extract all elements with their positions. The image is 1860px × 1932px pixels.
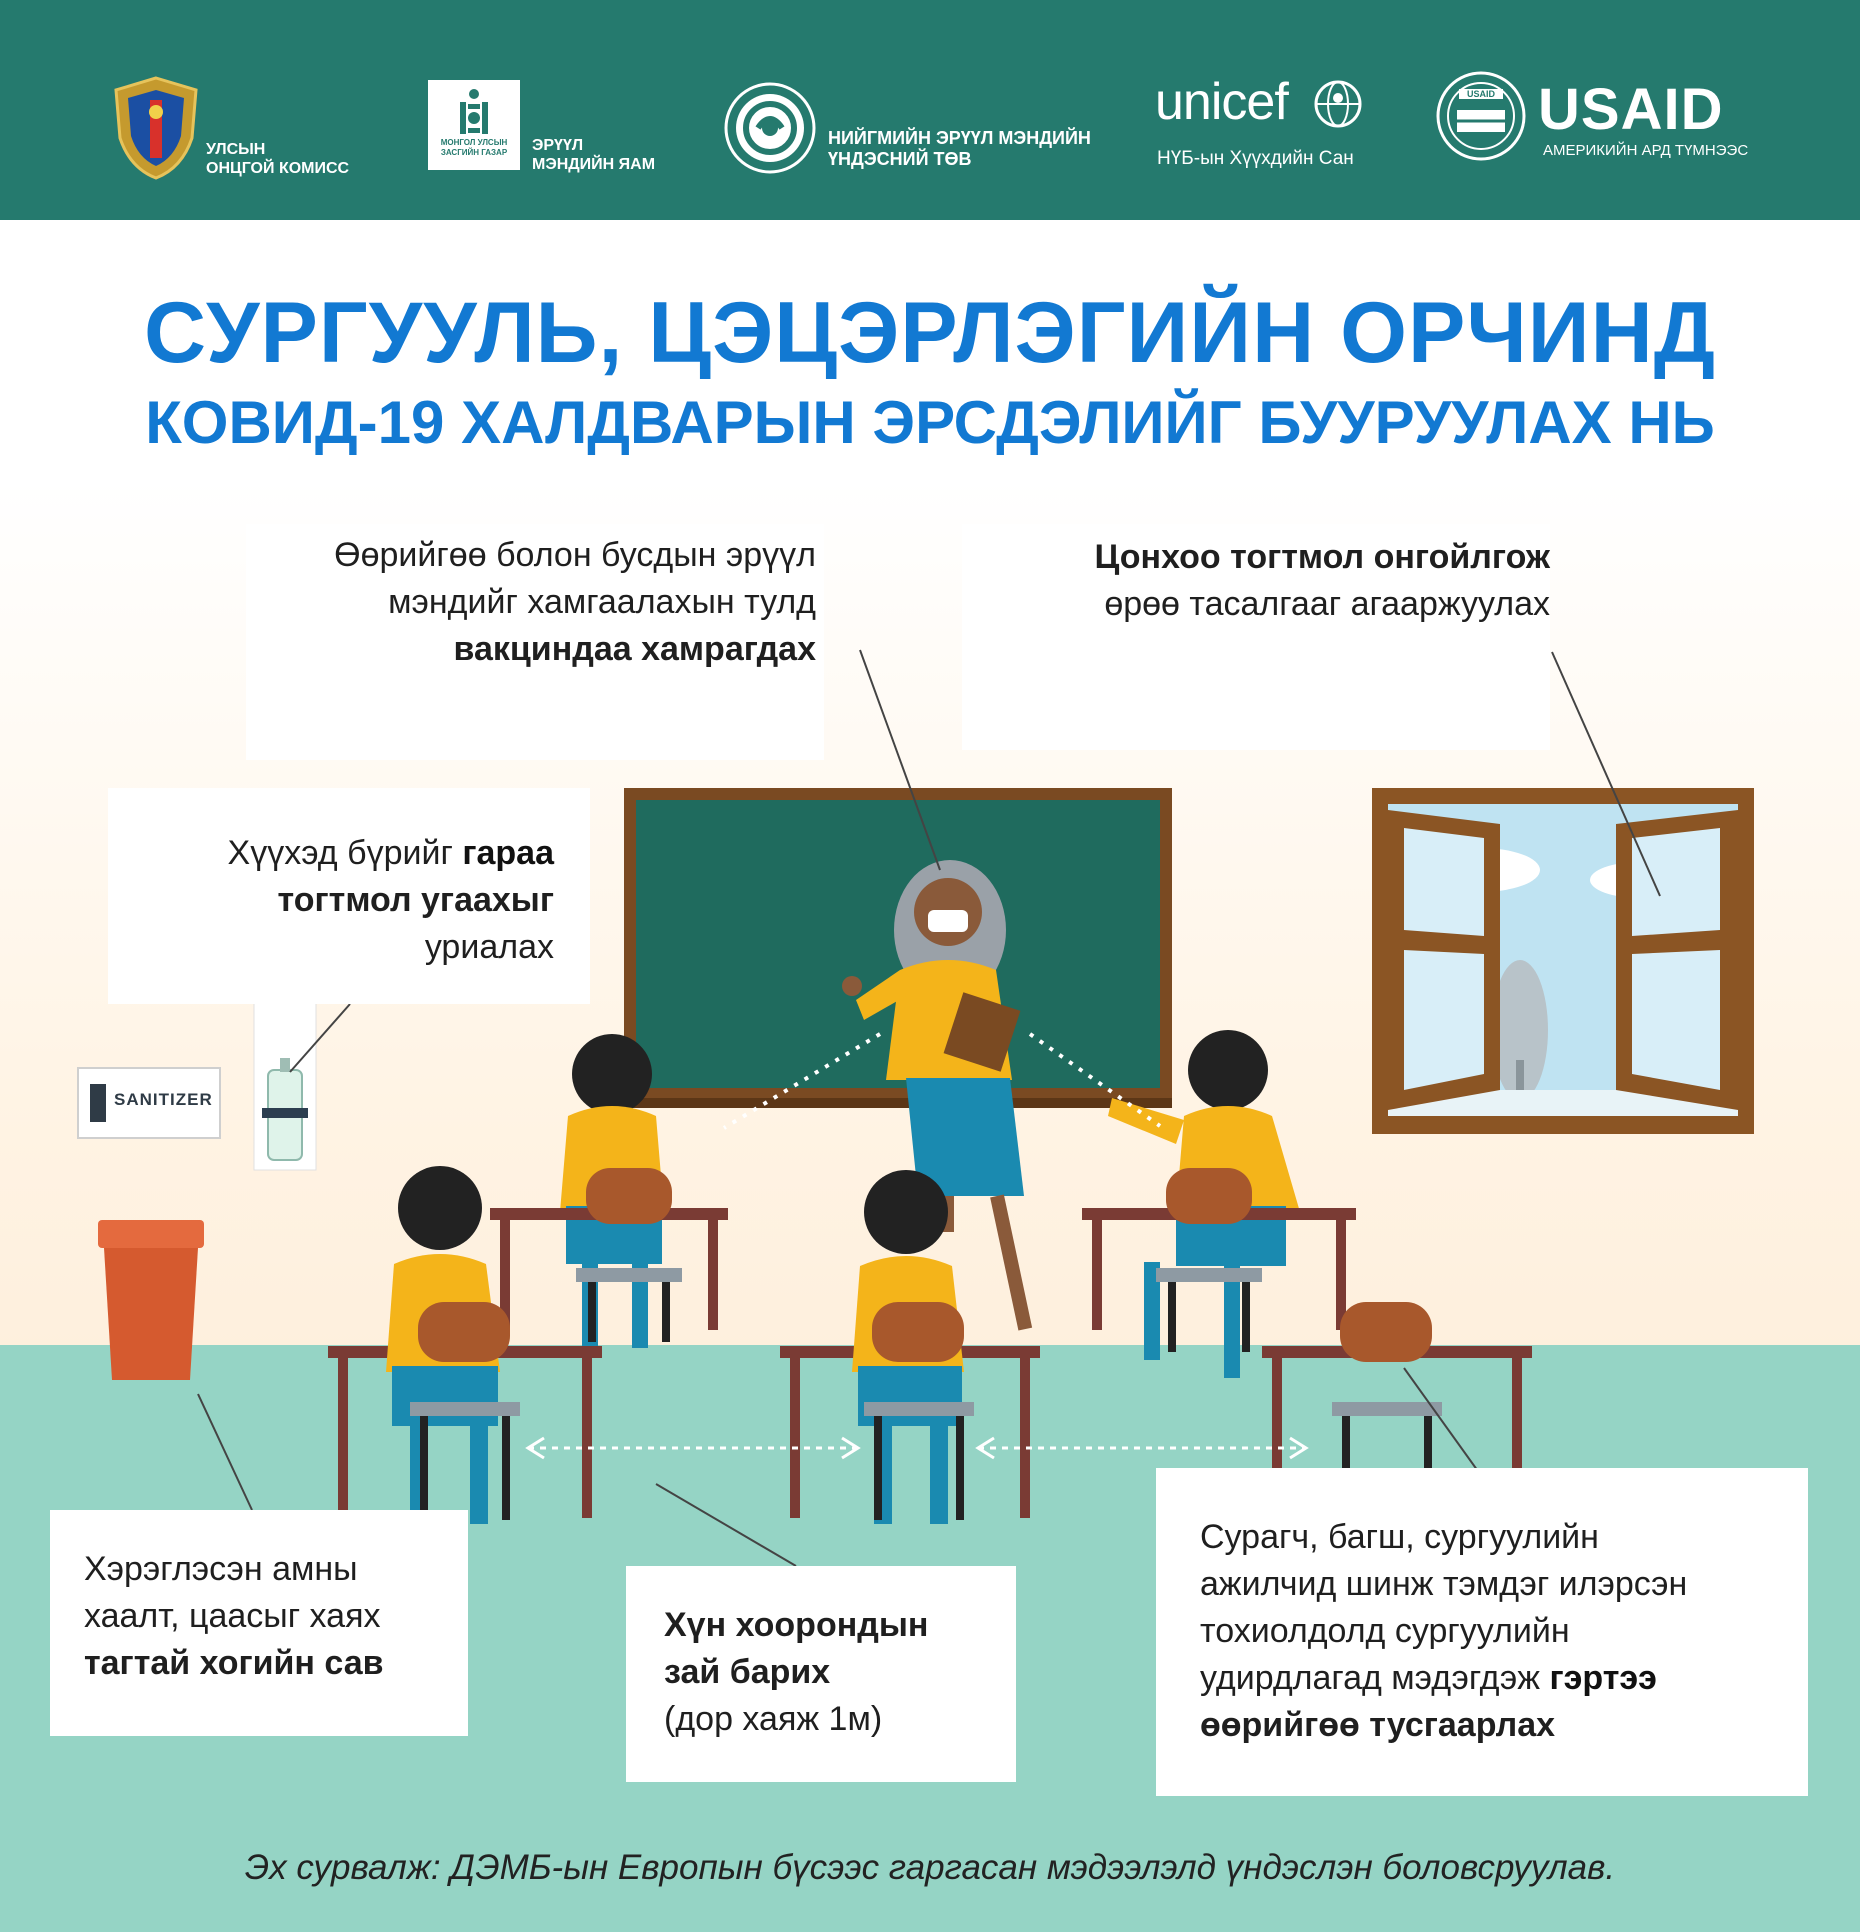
- distance-text-bold1: Хүн хоорондын: [664, 1606, 929, 1644]
- logo2-line2: МЭНДИЙН ЯАМ: [532, 156, 656, 173]
- usaid-seal-badge: USAID: [1459, 89, 1503, 99]
- trash-bin-icon: [98, 1220, 204, 1380]
- distance-callout: [626, 1566, 1016, 1782]
- isolate-text-line4: удирдлагад мэдэгдэж: [1200, 1659, 1540, 1697]
- handwashing-callout: [108, 788, 590, 1004]
- sanitizer-label: SANITIZER: [114, 1090, 213, 1109]
- logo3-line1: НИЙГМИЙН ЭРҮҮЛ МЭНДИЙН: [828, 128, 1091, 148]
- emblem-line2: ЗАСГИЙН ГАЗАР: [440, 148, 508, 157]
- distance-text-line3: (дор хаяж 1м): [664, 1700, 883, 1738]
- window-callout: [962, 524, 1550, 750]
- hands-text-bold1: гараа: [462, 834, 554, 872]
- unicef-wordmark: unicef: [1155, 73, 1288, 131]
- usaid-wordmark: USAID: [1538, 77, 1724, 142]
- main-title-line2: КОВИД-19 ХАЛДВАРЫН ЭРСДЭЛИЙГ БУУРУУЛАХ НЬ: [145, 389, 1715, 456]
- hands-text-bold2: тогтмол угаахыг: [277, 881, 554, 919]
- vaccine-text-bold: вакциндаа хамрагдах: [453, 630, 816, 668]
- logo1-line1: УЛСЫН: [206, 141, 266, 158]
- isolate-text-line2: ажилчид шинж тэмдэг илэрсэн: [1200, 1565, 1688, 1603]
- unicef-subtitle: НҮБ-ын Хүүхдийн Сан: [1157, 148, 1354, 169]
- vaccine-text-line2: мэндийг хамгаалахын тулд: [388, 583, 816, 621]
- usaid-subtitle: АМЕРИКИЙН АРД ТҮМНЭЭС: [1543, 142, 1749, 159]
- logo1-line2: ОНЦГОЙ КОМИСС: [206, 160, 350, 177]
- window-text-line2: өрөө тасалгааг агааржуулах: [1104, 585, 1550, 623]
- vaccine-callout: [246, 524, 824, 760]
- bin-text-line2: хаалт, цаасыг хаях: [84, 1597, 381, 1635]
- distance-text-bold2: зай барих: [664, 1653, 831, 1691]
- hands-text-pre: Хүүхэд бүрийг: [227, 834, 453, 872]
- bin-text-line1: Хэрэглэсэн амны: [84, 1550, 358, 1588]
- emblem-line1: МОНГОЛ УЛСЫН: [440, 138, 508, 147]
- hands-text-line3: уриалах: [424, 928, 554, 966]
- logo3-line2: ҮНДЭСНИЙ ТӨВ: [828, 149, 972, 169]
- bin-text-bold: тагтай хогийн сав: [84, 1644, 384, 1682]
- isolate-text-bold: өөрийгөө тусгаарлах: [1200, 1706, 1556, 1744]
- logo2-line1: ЭРҮҮЛ: [532, 137, 584, 154]
- isolate-text-bold-home: гэртээ: [1549, 1659, 1657, 1697]
- isolation-callout: [1156, 1468, 1808, 1796]
- open-window-icon: [1372, 788, 1754, 1134]
- main-title-line1: СУРГУУЛЬ, ЦЭЦЭРЛЭГИЙН ОРЧИНД: [144, 285, 1716, 381]
- sanitizer-dispenser-icon: [254, 1000, 316, 1170]
- window-text-bold: Цонхоо тогтмол онгойлгож: [1094, 538, 1550, 576]
- vaccine-text-line1: Өөрийгөө болон бусдын эрүүл: [334, 536, 816, 574]
- isolate-text-line3: тохиолдолд сургуулийн: [1200, 1612, 1570, 1650]
- source-note: Эх сурвалж: ДЭМБ-ын Европын бүсээс гаргасан мэдээлэлд үндэслэн боловсруулав.: [244, 1848, 1616, 1887]
- isolate-text-line1: Сурагч, багш, сургуулийн: [1200, 1518, 1599, 1556]
- trash-bin-callout: [50, 1510, 468, 1736]
